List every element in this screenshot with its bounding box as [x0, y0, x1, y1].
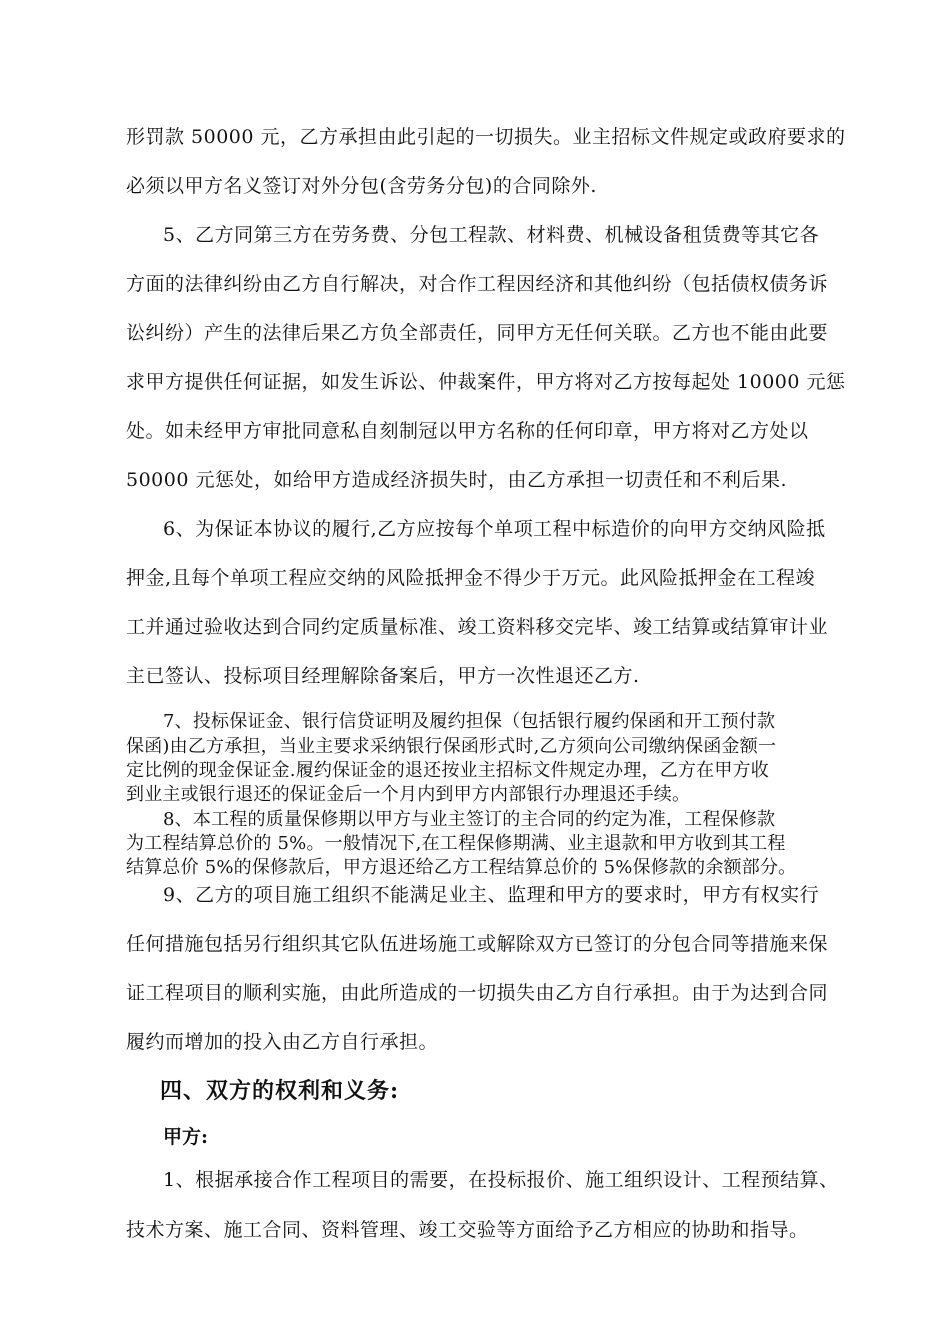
text-line: 为工程结算总价的 5%。一般情况下,在工程保修期满、业主退款和甲方收到其工程 — [126, 833, 786, 854]
text-line: 6、为保证本协议的履行,乙方应按每个单项工程中标造价的向甲方交纳风险抵 — [163, 518, 826, 540]
text-line: 技术方案、施工合同、资料管理、竣工交验等方面给予乙方相应的协助和指导。 — [126, 1219, 809, 1241]
text-line: 8、本工程的质量保修期以甲方与业主签订的主合同的约定为准，工程保修款 — [163, 809, 776, 830]
text-line: 形罚款 50000 元，乙方承担由此引起的一切损失。业主招标文件规定或政府要求的 — [126, 126, 846, 148]
text-line: 证工程项目的顺利实施，由此所造成的一切损失由乙方自行承担。由于为达到合同 — [126, 982, 829, 1004]
text-line: 保函)由乙方承担，当业主要求采纳银行保函形式时,乙方须向公司缴纳保函金额一 — [126, 736, 777, 757]
text-line: 9、乙方的项目施工组织不能满足业主、监理和甲方的要求时，甲方有权实行 — [163, 884, 820, 906]
text-line: 押金,且每个单项工程应交纳的风险抵押金不得少于万元。此风险抵押金在工程竣 — [126, 567, 816, 589]
text-line: 7、投标保证金、银行信贷证明及履约担保（包括银行履约保函和开工预付款 — [163, 711, 776, 732]
text-line: 50000 元惩处，如给甲方造成经济损失时，由乙方承担一切责任和不利后果. — [126, 469, 788, 491]
text-line: 结算总价 5%的保修款后，甲方退还给乙方工程结算总价的 5%保修款的余额部分。 — [126, 857, 797, 878]
text-line: 定比例的现金保证金.履约保证金的退还按业主招标文件规定办理，乙方在甲方收 — [126, 760, 769, 781]
section-heading: 四、双方的权利和义务: — [160, 1078, 400, 1104]
text-line: 工并通过验收达到合同约定质量标准、竣工资料移交完毕、竣工结算或结算审计业 — [126, 616, 829, 638]
text-line: 主已签认、投标项目经理解除备案后，甲方一次性退还乙方. — [126, 665, 640, 687]
text-line: 必须以甲方名义签订对外分包(含劳务分包)的合同除外. — [126, 175, 597, 197]
text-line: 5、乙方同第三方在劳务费、分包工程款、材料费、机械设备租赁费等其它各 — [163, 224, 820, 246]
text-line: 到业主或银行退还的保证金后一个月内到甲方内部银行办理退还手续。 — [126, 784, 691, 805]
text-line: 讼纠纷）产生的法律后果乙方负全部责任，同甲方无任何关联。乙方也不能由此要 — [126, 322, 829, 344]
text-line: 履约而增加的投入由乙方自行承担。 — [126, 1031, 439, 1053]
text-line: 求甲方提供任何证据，如发生诉讼、仲裁案件，甲方将对乙方按每起处 10000 元惩 — [126, 371, 846, 393]
text-line: 1、根据承接合作工程项目的需要，在投标报价、施工组织设计、工程预结算、 — [163, 1169, 839, 1191]
text-line: 方面的法律纠纷由乙方自行解决，对合作工程因经济和其他纠纷（包括债权债务诉 — [126, 273, 829, 295]
text-line: 任何措施包括另行组织其它队伍进场施工或解除双方已签订的分包合同等措施来保 — [126, 933, 829, 955]
party-heading: 甲方: — [163, 1126, 209, 1148]
text-line: 处。如未经甲方审批同意私自刻制冠以甲方名称的任何印章，甲方将对乙方处以 — [126, 420, 809, 442]
